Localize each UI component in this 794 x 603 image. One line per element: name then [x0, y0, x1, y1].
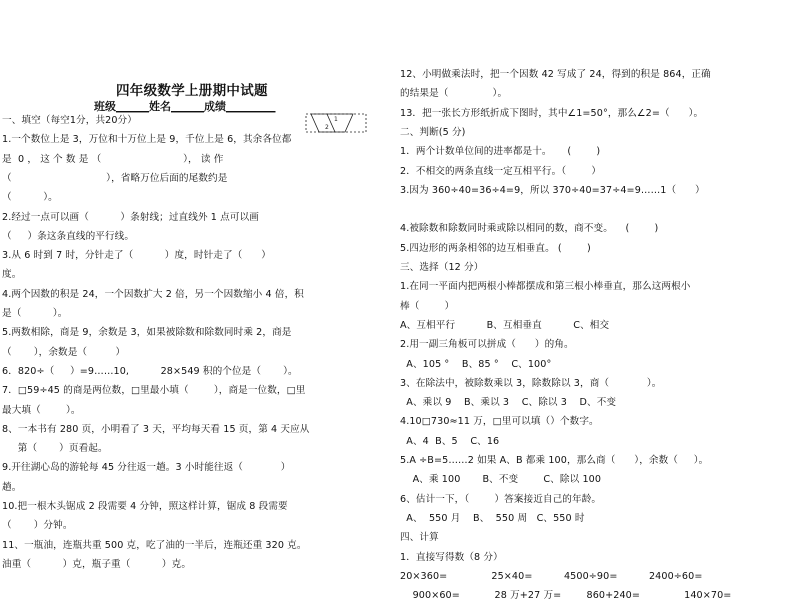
name-blank: ______	[171, 100, 204, 113]
left-question-line: （ ）分钟。	[2, 520, 73, 532]
left-question-line: 2.经过一点可以画（ ）条射线；过直线外 1 点可以画	[2, 211, 259, 223]
left-question-line: （ ）条这条直线的平行线。	[2, 230, 135, 242]
left-question-line: 8、一本书有 280 页，小明看了 3 天，平均每天看 15 页，第 4 天应从	[2, 423, 310, 435]
left-question-line: （ ），余数是（ ）	[2, 346, 126, 358]
score-label: 成绩	[204, 100, 226, 113]
left-question-line: （ ）。	[2, 192, 58, 204]
left-question-line: 11、一瓶油，连瓶共重 500 克，吃了油的一半后，连瓶还重 320 克。	[2, 539, 307, 551]
class-label: 班级	[94, 100, 116, 113]
right-question-line: 12、小明做乘法时，把一个因数 42 写成了 24，得到的积是 864，正确	[400, 69, 711, 80]
name-label: 姓名	[149, 100, 171, 113]
right-question-line: A、 550 月 B、 550 周 C、550 时	[400, 512, 585, 524]
right-question-line: 1．两个计数单位间的进率都是十。 ( )	[400, 146, 601, 158]
left-question-line: 4.两个因数的积是 24，一个因数扩大 2 倍，另一个因数缩小 4 倍，积	[2, 288, 304, 300]
left-question-line: 10.把一根木头锯成 2 段需要 4 分钟，照这样计算，锯成 8 段需要	[2, 501, 288, 512]
right-question-line: 4.被除数和除数同时乘或除以相同的数，商不变。 ( )	[400, 223, 659, 235]
left-question-line: 9.开往湖心岛的游轮每 45 分往返一趟。3 小时能往返（ ）	[2, 462, 291, 474]
right-question-line: 棒（ ）	[400, 300, 455, 312]
paper-fold-shape	[311, 114, 353, 132]
page-title: 四年级数学上册期中试题	[116, 83, 268, 99]
right-question-line: 1.在同一平面内把两根小棒都摆成和第三根小棒垂直，那么这两根小	[400, 281, 691, 293]
right-question-line: 900×60= 28 万+27 万= 860+240= 140×70=	[400, 590, 732, 602]
right-question-line: 20×360= 25×40= 4500÷90= 2400÷60=	[400, 570, 703, 582]
student-info-line	[94, 98, 276, 114]
right-question-line: A、互相平行 B、互相垂直 C、相交	[400, 319, 610, 331]
left-question-line: 6．820÷（ ）=9……10, 28×549 积的个位是（ ）。	[2, 365, 298, 377]
right-question-line: 5.A ÷B=5……2 如果 A、B 都乘 100，那么商（ ），余数（ ）。	[400, 455, 709, 466]
right-question-line: 4.10□730≈11 万，□里可以填（）个数字。	[400, 416, 599, 428]
left-question-line: 趟。	[2, 481, 22, 493]
left-question-line: 第（ ）页看起。	[2, 443, 108, 455]
left-question-line: 一、填空（每空1分，共20分）	[2, 115, 137, 126]
right-question-line: 四、计算	[400, 532, 439, 544]
left-question-line: 度。	[2, 269, 22, 281]
left-question-line: 7．□59÷45 的商是两位数，□里最小填（ ），商是一位数，□里	[2, 385, 306, 397]
right-question-line: 3.因为 360÷40=36÷4=9，所以 370÷40=37÷4=9……1（ ）	[400, 184, 705, 196]
left-question-line: 1.一个数位上是 3，万位和十万位上是 9，千位上是 6，其余各位都	[2, 134, 292, 146]
left-question-line: 最大填（ ）。	[2, 404, 81, 416]
score-blank: _________	[226, 100, 276, 113]
right-question-line: 2.用一副三角板可以拼成（ ）的角。	[400, 339, 574, 351]
class-blank: ______	[116, 100, 149, 113]
right-question-line: A、4 B、5 C、16	[400, 435, 500, 447]
angle-1-label: 1	[334, 116, 338, 123]
right-question-line: 13．把一张长方形纸折成下图时，其中∠1=50°，那么∠2=（ ）。	[400, 107, 704, 119]
right-question-line: 三、选择（12 分）	[400, 262, 484, 273]
right-question-line: 1．直接写得数（8 分）	[400, 551, 503, 563]
folded-paper-figure	[305, 108, 367, 138]
right-question-line: A、105 ° B、85 ° C、100°	[400, 358, 552, 370]
left-question-line: 3.从 6 时到 7 时，分针走了（ ）度，时针走了（ ）	[2, 250, 271, 262]
right-question-line: 二、判断(5 分)	[400, 126, 466, 138]
right-question-line: 的结果是（ ）。	[400, 88, 508, 100]
right-question-line: A、乘 100 B、不变 C、除以 100	[400, 474, 602, 486]
right-question-line: A、乘以 9 B、乘以 3 C、除以 3 D、不变	[400, 397, 617, 409]
left-question-line: 油重（ ）克，瓶子重（ ）克。	[2, 558, 192, 570]
left-question-line: 5.两数相除，商是 9，余数是 3，如果被除数和除数同时乘 2，商是	[2, 327, 292, 339]
right-question-line: 2．不相交的两条直线一定互相平行。（ ）	[400, 165, 602, 177]
angle-2-label: 2	[325, 124, 329, 131]
right-question-line: 6、估计一下，（ ）答案接近自己的年龄。	[400, 493, 602, 505]
right-question-line: 3、在除法中，被除数乘以 3，除数除以 3，商（ ）。	[400, 377, 662, 389]
right-question-line: 5.四边形的两条相邻的边互相垂直。 ( )	[400, 242, 591, 254]
left-question-line: 是（ ）。	[2, 308, 68, 319]
left-question-line: （ ），省略万位后面的尾数约是	[2, 172, 228, 184]
left-question-line: 是 0 ， 这 个 数 是 （ ）， 读 作	[2, 153, 224, 165]
